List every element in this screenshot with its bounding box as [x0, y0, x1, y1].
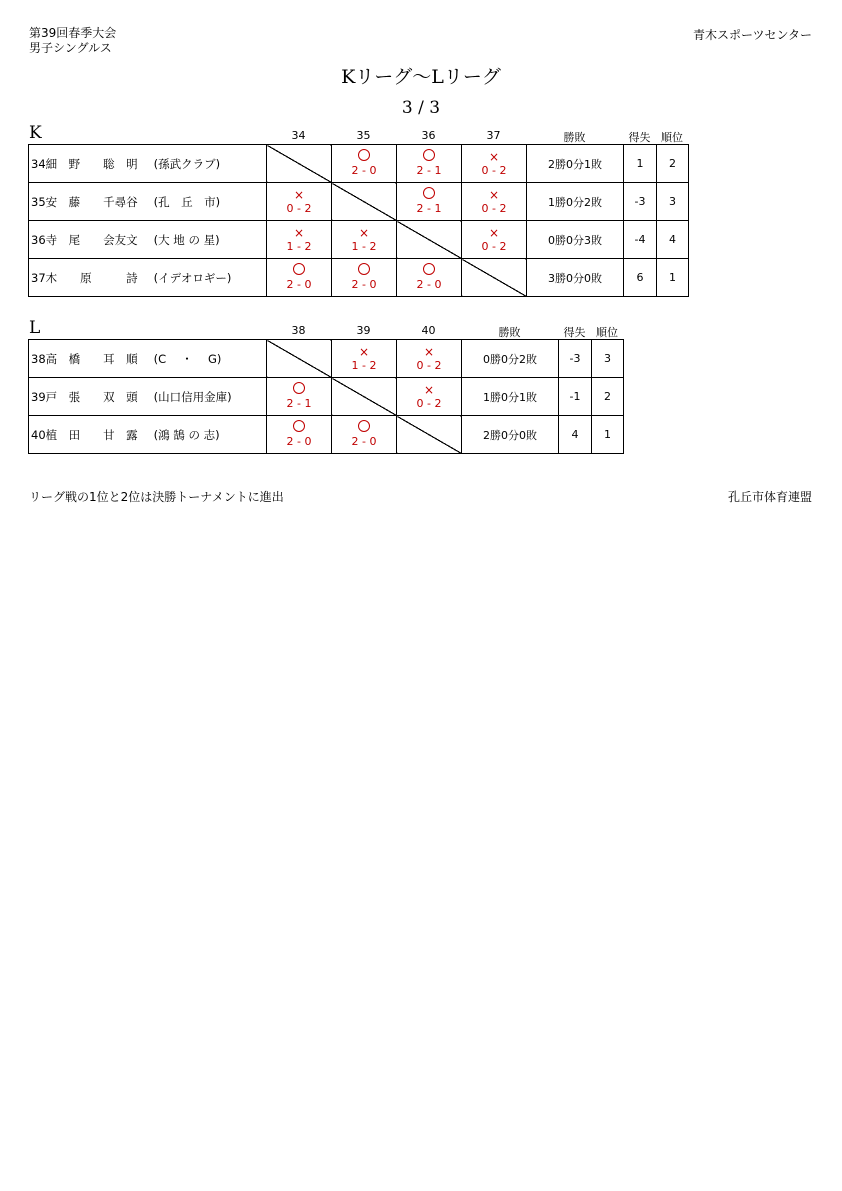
self-match-cell	[397, 416, 462, 454]
player-club: (山口信用金庫)	[153, 389, 232, 404]
player-club: (鴻 鵠 の 志)	[153, 427, 220, 442]
match-score: 0 - 2	[481, 163, 507, 177]
table-row	[29, 416, 624, 454]
event-name: 第39回春季大会	[29, 26, 117, 40]
venue: 青木スポーツセンター	[692, 28, 812, 42]
player-name: 戸 張 双 頭	[45, 389, 138, 404]
diff-cell: 4	[559, 416, 592, 454]
diff-header: 得失	[628, 131, 651, 144]
match-result-cell	[462, 145, 527, 183]
player-cell	[29, 340, 267, 378]
self-match-cell	[397, 221, 462, 259]
diff-header: 得失	[563, 326, 586, 339]
player-cell	[29, 259, 267, 297]
player-cell	[29, 221, 267, 259]
rank-cell: 4	[657, 221, 689, 259]
event-header	[29, 26, 116, 56]
match-score: 2 - 1	[416, 164, 442, 177]
record-header: 勝敗	[563, 131, 586, 144]
match-score: 0 - 2	[481, 239, 507, 253]
player-name: 植 田 甘 露	[45, 427, 138, 442]
table-row	[29, 340, 624, 378]
self-match-cell	[462, 259, 527, 297]
match-result-cell	[462, 183, 527, 221]
rank-cell: 1	[657, 259, 689, 297]
player-club: (大 地 の 星)	[153, 232, 220, 247]
loss-mark: ×	[293, 225, 305, 240]
match-score: 1 - 2	[351, 358, 377, 372]
table-row	[29, 145, 689, 183]
advancement-note: リーグ戦の1位と2位は決勝トーナメントに進出	[29, 490, 284, 504]
league-k-table	[28, 144, 689, 297]
loss-mark: ×	[358, 225, 370, 240]
match-result-cell	[332, 340, 397, 378]
match-score: 1 - 2	[286, 239, 312, 253]
table-row	[29, 378, 624, 416]
rank-cell: 3	[592, 340, 624, 378]
player-club: (孔 丘 市)	[153, 194, 221, 209]
record-header: 勝敗	[498, 326, 521, 339]
match-score: 2 - 0	[286, 435, 312, 448]
match-result-cell	[267, 221, 332, 259]
league-k-label: K	[29, 123, 42, 143]
win-mark	[267, 263, 331, 278]
loss-mark: ×	[423, 382, 435, 397]
table-row	[29, 259, 689, 297]
win-mark	[332, 420, 396, 435]
player-number: 34	[31, 156, 46, 171]
player-cell	[29, 145, 267, 183]
match-result-cell	[267, 378, 332, 416]
player-name: 寺 尾 会友文	[45, 232, 138, 247]
player-cell	[29, 183, 267, 221]
diff-cell: -3	[559, 340, 592, 378]
match-result-cell	[397, 259, 462, 297]
match-result-cell	[332, 221, 397, 259]
organizer: 孔丘市体育連盟	[727, 490, 812, 504]
win-mark	[397, 263, 461, 278]
match-score: 2 - 0	[351, 278, 377, 291]
player-name: 安 藤 千尋谷	[45, 194, 138, 209]
match-result-cell	[397, 378, 462, 416]
column-header: 38	[291, 324, 306, 337]
match-score: 2 - 0	[351, 435, 377, 448]
diff-cell: 1	[624, 145, 657, 183]
record-cell: 2勝0分0敗	[462, 416, 559, 454]
match-result-cell	[267, 259, 332, 297]
rank-cell: 3	[657, 183, 689, 221]
loss-mark: ×	[488, 149, 500, 164]
match-result-cell	[397, 183, 462, 221]
win-mark	[267, 420, 331, 435]
event-category: 男子シングルス	[29, 41, 112, 55]
match-result-cell	[332, 259, 397, 297]
player-name: 高 橋 耳 順	[45, 351, 138, 366]
table-row	[29, 183, 689, 221]
win-mark	[397, 149, 461, 164]
player-number: 37	[31, 270, 46, 285]
match-score: 0 - 2	[416, 358, 442, 372]
match-score: 0 - 2	[481, 201, 507, 215]
player-name: 木 原 詩	[45, 270, 138, 285]
record-cell: 0勝0分3敗	[527, 221, 624, 259]
player-number: 35	[31, 194, 46, 209]
loss-mark: ×	[358, 344, 370, 359]
table-row	[29, 221, 689, 259]
loss-mark: ×	[488, 187, 500, 202]
record-cell: 0勝0分2敗	[462, 340, 559, 378]
match-score: 2 - 1	[416, 202, 442, 215]
record-cell: 1勝0分2敗	[527, 183, 624, 221]
match-result-cell	[332, 416, 397, 454]
league-l-table	[28, 339, 624, 454]
self-match-cell	[267, 145, 332, 183]
player-name: 細 野 聡 明	[45, 156, 138, 171]
column-header: 37	[486, 129, 501, 142]
column-header: 40	[421, 324, 436, 337]
column-header: 39	[356, 324, 371, 337]
column-header: 34	[291, 129, 306, 142]
column-header: 36	[421, 129, 436, 142]
match-result-cell	[397, 145, 462, 183]
column-header: 35	[356, 129, 371, 142]
rank-cell: 2	[592, 378, 624, 416]
self-match-cell	[332, 183, 397, 221]
diff-cell: -3	[624, 183, 657, 221]
diff-cell: -4	[624, 221, 657, 259]
match-result-cell	[462, 221, 527, 259]
league-l-label: L	[29, 318, 41, 338]
match-score: 0 - 2	[286, 201, 312, 215]
player-number: 39	[31, 389, 46, 404]
record-cell: 2勝0分1敗	[527, 145, 624, 183]
win-mark	[332, 149, 396, 164]
player-club: (C ・ G)	[153, 351, 222, 366]
page-number: 3 / 3	[401, 98, 441, 118]
win-mark	[397, 187, 461, 202]
match-result-cell	[267, 183, 332, 221]
match-score: 2 - 0	[416, 278, 442, 291]
match-score: 2 - 0	[351, 164, 377, 177]
match-result-cell	[332, 145, 397, 183]
match-score: 2 - 0	[286, 278, 312, 291]
rank-cell: 1	[592, 416, 624, 454]
rank-header: 順位	[596, 326, 618, 339]
win-mark	[332, 263, 396, 278]
match-score: 0 - 2	[416, 396, 442, 410]
player-club: (イデオロギー)	[153, 270, 232, 285]
loss-mark: ×	[488, 225, 500, 240]
player-number: 36	[31, 232, 46, 247]
player-club: (孫武クラブ)	[153, 156, 221, 171]
match-result-cell	[397, 340, 462, 378]
self-match-cell	[332, 378, 397, 416]
diff-cell: 6	[624, 259, 657, 297]
player-number: 40	[31, 427, 46, 442]
loss-mark: ×	[423, 344, 435, 359]
rank-cell: 2	[657, 145, 689, 183]
loss-mark: ×	[293, 187, 305, 202]
page-title: Kリーグ～Lリーグ	[341, 66, 501, 88]
self-match-cell	[267, 340, 332, 378]
rank-header: 順位	[661, 131, 683, 144]
record-cell: 1勝0分1敗	[462, 378, 559, 416]
match-score: 2 - 1	[286, 397, 312, 410]
record-cell: 3勝0分0敗	[527, 259, 624, 297]
diff-cell: -1	[559, 378, 592, 416]
player-cell	[29, 416, 267, 454]
win-mark	[267, 382, 331, 397]
match-result-cell	[267, 416, 332, 454]
match-score: 1 - 2	[351, 239, 377, 253]
player-cell	[29, 378, 267, 416]
player-number: 38	[31, 351, 46, 366]
